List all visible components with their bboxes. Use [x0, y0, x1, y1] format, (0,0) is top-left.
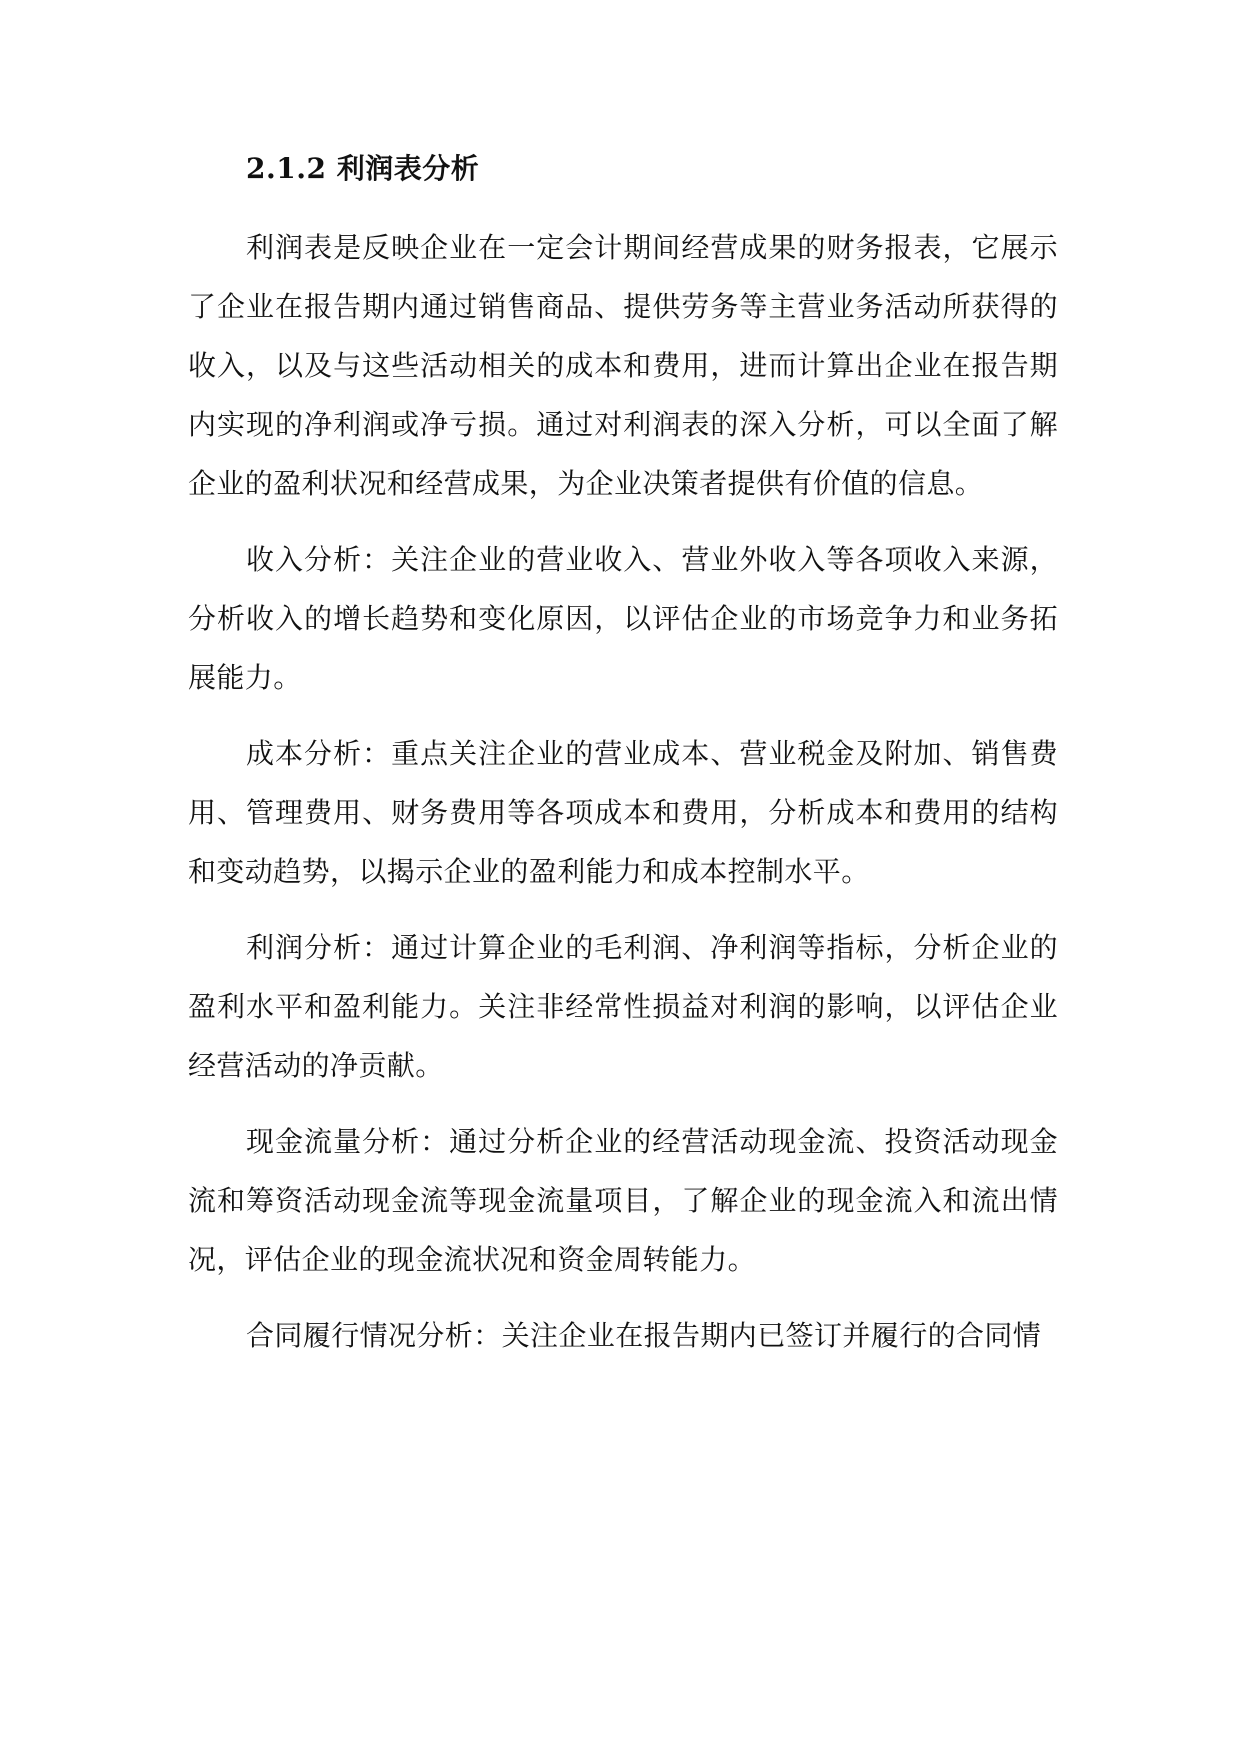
- paragraph-profit-analysis: 利润分析：通过计算企业的毛利润、净利润等指标，分析企业的盈利水平和盈利能力。关注非经常性损益对利润的影响，以评估企业经营活动的净贡献。: [188, 931, 1058, 1082]
- paragraph-cashflow-analysis: 现金流量分析：通过分析企业的经营活动现金流、投资活动现金流和筹资活动现金流等现金流量项目，了解企业的现金流入和流出情况，评估企业的现金流状况和资金周转能力。: [188, 1125, 1058, 1276]
- paragraph-revenue-analysis: 收入分析：关注企业的营业收入、营业外收入等各项收入来源，分析收入的增长趋势和变化原因，以评估企业的市场竞争力和业务拓展能力。: [188, 543, 1058, 694]
- section-heading: 2.1.2 利润表分析: [246, 152, 480, 185]
- paragraph-cost-analysis: 成本分析：重点关注企业的营业成本、营业税金及附加、销售费用、管理费用、财务费用等各项成本和费用，分析成本和费用的结构和变动趋势，以揭示企业的盈利能力和成本控制水平。: [188, 737, 1058, 888]
- spacer: [188, 513, 1058, 530]
- spacer: [188, 198, 1058, 218]
- spacer: [188, 707, 1058, 724]
- page-content: [188, 140, 1058, 1365]
- spacer: [188, 901, 1058, 918]
- spacer: [188, 1095, 1058, 1112]
- spacer: [188, 1289, 1058, 1306]
- paragraph-contract-analysis: 合同履行情况分析：关注企业在报告期内已签订并履行的合同情: [246, 1319, 1042, 1352]
- paragraph-intro: 利润表是反映企业在一定会计期间经营成果的财务报表，它展示了企业在报告期内通过销售商品、提供劳务等主营业务活动所获得的收入，以及与这些活动相关的成本和费用，进而计算出企业在报告期内实现的净利润或净亏损。通过对利润表的深入分析，可以全面了解企业的盈利状况和经营成果，为企业决策者提供有价值的信息。: [188, 231, 1058, 500]
